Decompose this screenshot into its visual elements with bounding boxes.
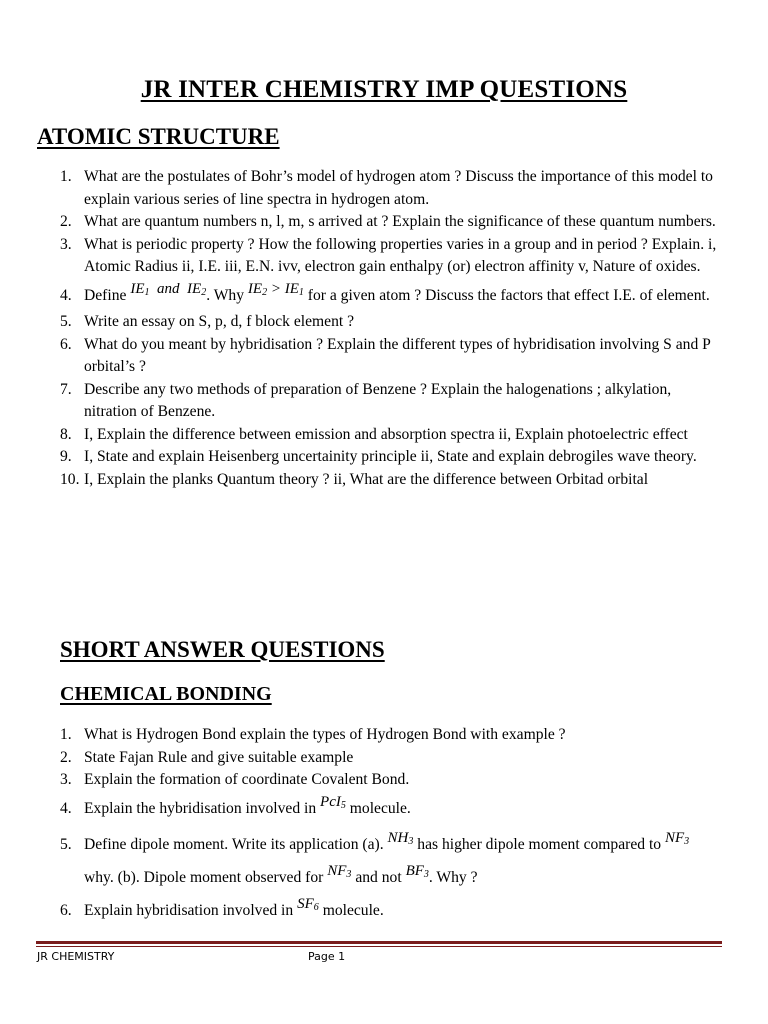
list-item: 8. I, Explain the difference between emission and absorption spectra ii, Explain photoelectric effect: [60, 425, 688, 443]
formula-nf3: NF3: [664, 830, 690, 847]
formula-pcl5: PcI5: [320, 793, 346, 811]
section-heading-atomic-structure: ATOMIC STRUCTURE: [37, 124, 280, 149]
list-item: 4. Define IE1 and IE2. Why IE2 > IE1 for a given atom ? Discuss the factors that effect I.E. of element.: [60, 280, 710, 304]
list-item: 1. What is Hydrogen Bond explain the types of Hydrogen Bond with example ?: [60, 726, 566, 743]
list-item: 2. State Fajan Rule and give suitable example: [60, 748, 354, 766]
page-title: JR INTER CHEMISTRY IMP QUESTIONS: [140, 76, 628, 103]
list-item: 5. Define dipole moment. Write its application (a). NH3 has higher dipole moment compared to NF3 why. (b). Dipole moment observed for NF3 and not BF3. Why ?: [60, 830, 690, 886]
list-item: 4. Explain the hybridisation involved in PcI5 molecule.: [60, 793, 411, 817]
list-item: 2. What are quantum numbers n, l, m, s arrived at ? Explain the significance of these quantum numbers.: [60, 213, 716, 230]
list-item: 6. What do you meant by hybridisation ? Explain the different types of hybridisation involving S and P orbital’s ?: [60, 335, 711, 375]
formula-bf3: BF3: [405, 863, 429, 880]
subsection-heading-chemical-bonding: CHEMICAL BONDING: [60, 683, 272, 705]
list-item: 6. Explain hybridisation involved in SF6 molecule.: [60, 896, 384, 919]
list-item: 9. I, State and explain Heisenberg uncertainity principle ii, State and explain debrogiles wave theory.: [60, 448, 697, 465]
atomic-structure-question-list: [60, 166, 722, 491]
footer-divider: [36, 941, 722, 944]
footer-label: JR CHEMISTRY: [37, 950, 115, 963]
list-item: 1. What are the postulates of Bohr’s model of hydrogen atom ? Discuss the importance of this model to explain various series of line spectra in hydrogen atom.: [60, 168, 713, 208]
formula-ie2-gt-ie1: IE2 > IE1: [247, 280, 304, 298]
section-heading-short-answer: SHORT ANSWER QUESTIONS: [60, 637, 385, 662]
formula-sf6: SF6: [297, 896, 319, 913]
list-item: 5. Write an essay on S, p, d, f block element ?: [60, 313, 355, 330]
page-number: Page 1: [308, 950, 346, 963]
chemical-bonding-question-list: [60, 724, 722, 927]
list-item: 3. What is periodic property ? How the following properties varies in a group and in period ? Explain. i, Atomic Radius ii, I.E. iii, E.N. ivv, electron gain enthalpy (or) electron affinity v, Nature of oxides.: [60, 235, 717, 275]
list-item: 7. Describe any two methods of preparation of Benzene ? Explain the halogenations ; alkylation, nitration of Benzene.: [60, 380, 672, 420]
list-item: 3. Explain the formation of coordinate Covalent Bond.: [60, 771, 410, 788]
formula-ie1-and-ie2: IE1 and IE2: [130, 280, 207, 298]
list-item: 10. I, Explain the planks Quantum theory ? ii, What are the difference between Orbitad orbital: [60, 470, 649, 488]
footer-divider-thin: [36, 946, 722, 947]
formula-nf3-second: NF3: [327, 863, 352, 880]
formula-nh3: NH3: [387, 830, 414, 847]
